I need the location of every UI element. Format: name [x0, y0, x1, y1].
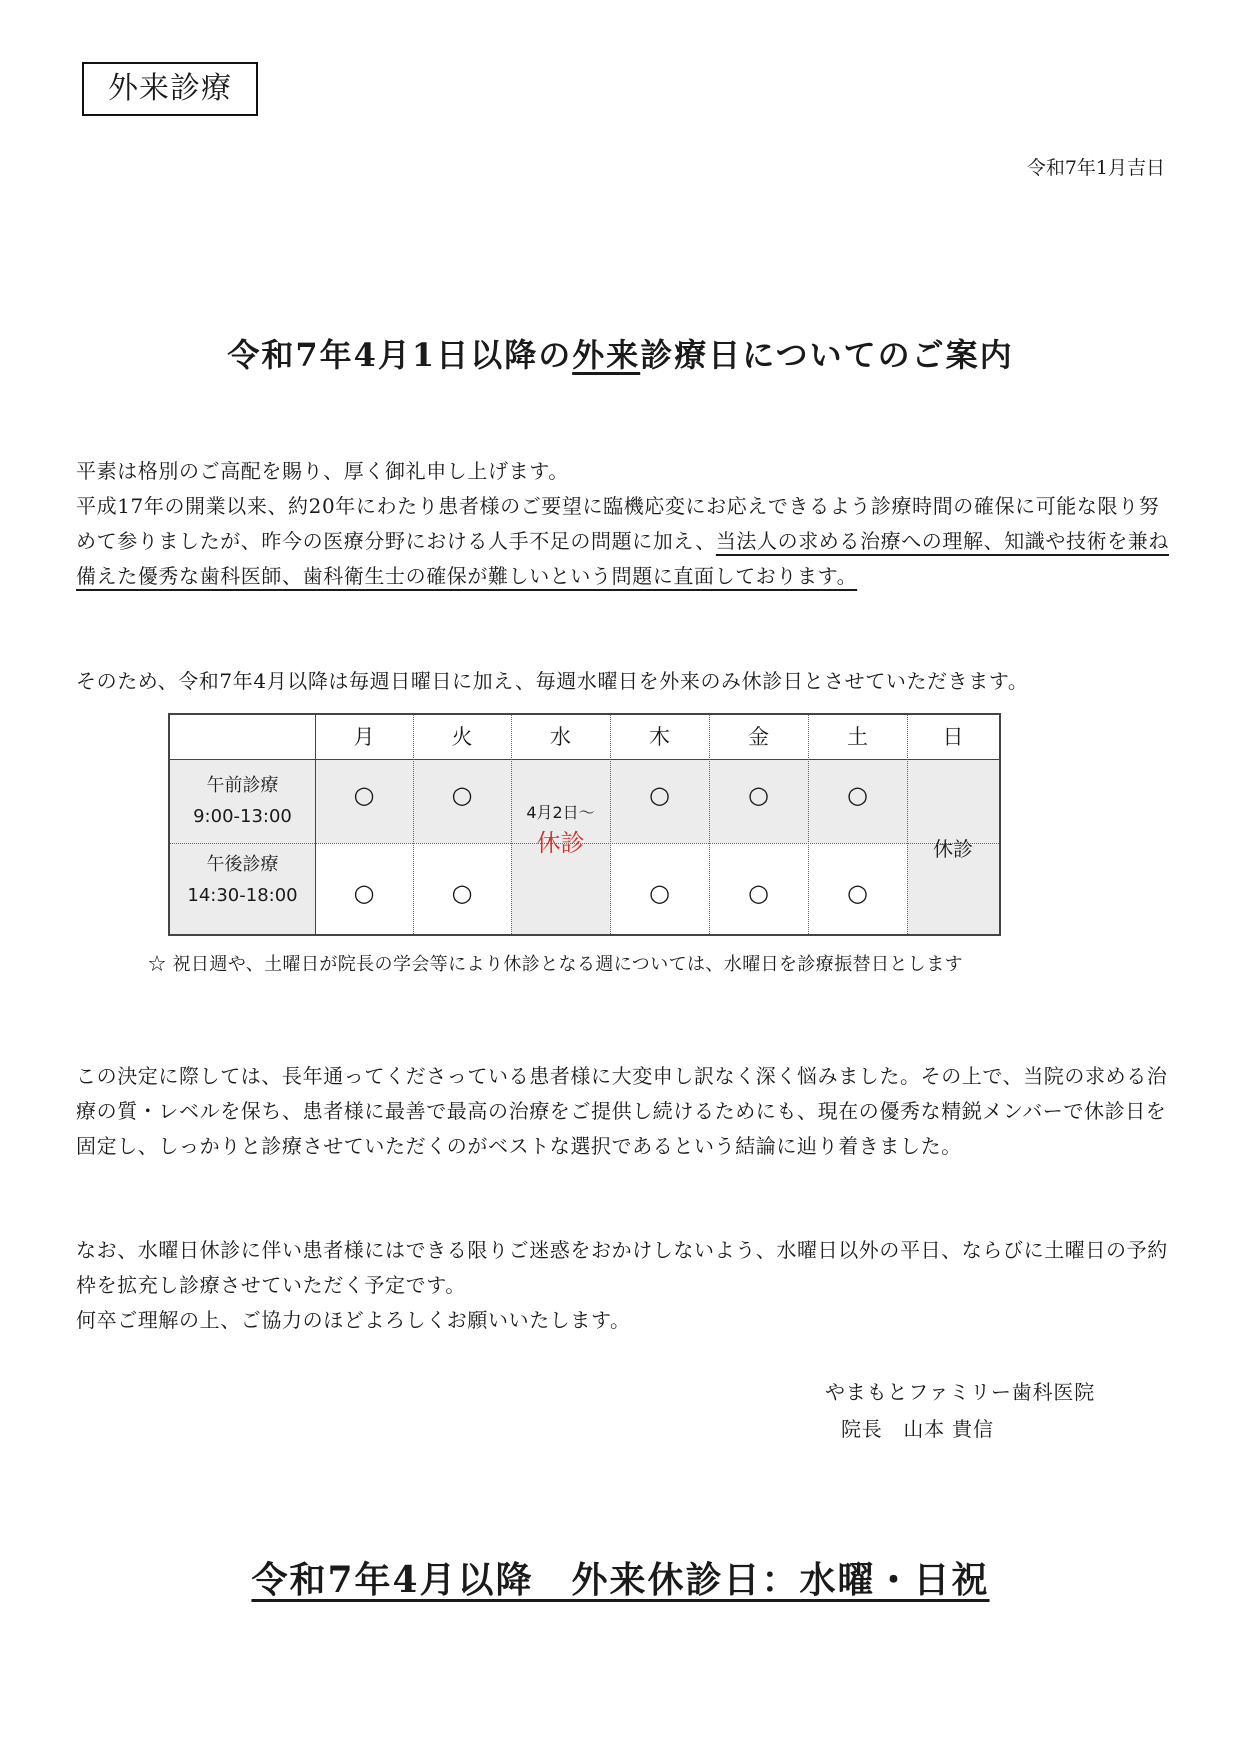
afternoon-title: 午後診療 [206, 854, 279, 875]
day-mon: 月 [353, 725, 375, 749]
director-name: 院長 山本 貴信 [841, 1417, 994, 1441]
announcement: そのため、令和7年4月以降は毎週日曜日に加え、毎週水曜日を外来のみ休診日とさせていただきます。 [76, 669, 1029, 693]
closing-line-1: なお、水曜日休診に伴い患者様にはできる限りご迷惑をおかけしないよう、水曜日以外の平日、ならびに土曜日の予約枠を拡充し診療させていただく予定です。 [76, 1238, 1168, 1297]
day-sun: 日 [942, 725, 964, 749]
sunday-closed-label: 休診 [933, 837, 973, 861]
closing-line-2: 何卒ご理解の上、ご協力のほどよろしくお願いいたします。 [76, 1308, 631, 1332]
open-mark-mon-am: ○ [353, 781, 375, 809]
afternoon-hours: 14:30-18:00 [187, 885, 298, 906]
day-thu: 木 [649, 725, 670, 749]
afternoon-label [170, 843, 315, 934]
wednesday-closed-label: 休診 [536, 829, 585, 857]
footer-summary [0, 1552, 1241, 1603]
title-part-3: 診療日についてのご案内 [640, 336, 1014, 374]
day-sat: 土 [847, 725, 868, 749]
open-mark-sat-am: ○ [847, 781, 868, 809]
schedule-table [168, 713, 1001, 936]
open-mark-sat-pm: ○ [847, 879, 868, 907]
open-mark-fri-pm: ○ [748, 879, 769, 907]
morning-title: 午前診療 [206, 775, 279, 796]
closing-paragraph [76, 1233, 1170, 1338]
intro-line-2 [76, 489, 1170, 594]
intro-line-2a: 平成17年の開業以来、約20年にわたり患者様のご要望に臨機応変にお応えできるよう診療時間の確保に可能な限り努めて参りましたが、昨今の医療分野における人手不足の問題に加え、 [76, 494, 1160, 553]
day-tue: 火 [451, 725, 473, 749]
wednesday-closed [511, 800, 610, 858]
category-tag: 外来診療 [82, 62, 258, 116]
decision-paragraph: この決定に際しては、長年通ってくださっている患者様に大変申し訳なく深く悩みました。その上で、当院の求める治療の質・レベルを保ち、患者様に最善で最高の治療をご提供し続けるためにも、現在の優秀な精鋭メンバーで休診日を固定し、しっかりと診療させていただくのがベストな選択であるという結論に辿り着きました。 [76, 1064, 1168, 1158]
signature [825, 1374, 1095, 1448]
open-mark-thu-am: ○ [649, 781, 670, 809]
title-part-1: 令和7年4月1日以降の [227, 336, 573, 374]
intro-line-1: 平素は格別のご高配を賜り、厚く御礼申し上げます。 [76, 459, 569, 483]
wednesday-from-date: 4月2日～ [526, 803, 595, 822]
open-mark-fri-am: ○ [748, 781, 769, 809]
day-wed: 水 [550, 725, 571, 749]
title-part-2: 外来 [572, 336, 641, 374]
intro-paragraph [76, 454, 1170, 594]
footer-text: 令和7年4月以降 外来休診日：水曜・日祝 [251, 1559, 990, 1601]
page-title [0, 330, 1241, 376]
clinic-name: やまもとファミリー歯科医院 [825, 1380, 1095, 1404]
open-mark-thu-pm: ○ [649, 879, 670, 907]
schedule-note: ☆ 祝日週や、土曜日が院長の学会等により休診となる週については、水曜日を診療振替日とします [148, 954, 963, 975]
morning-label [170, 759, 315, 843]
open-mark-tue-am: ○ [451, 781, 473, 809]
intro-line-2b: 当法人の求める治療への理解、知識や技術を兼ね備えた優秀な歯科医師、歯科衛生士の確保が難しいという問題に直面しております。 [76, 529, 1170, 588]
open-mark-tue-pm: ○ [451, 879, 473, 907]
open-mark-mon-pm: ○ [353, 879, 375, 907]
day-fri: 金 [748, 725, 769, 749]
morning-hours: 9:00-13:00 [193, 806, 292, 827]
issue-date: 令和7年1月吉日 [1026, 157, 1165, 179]
